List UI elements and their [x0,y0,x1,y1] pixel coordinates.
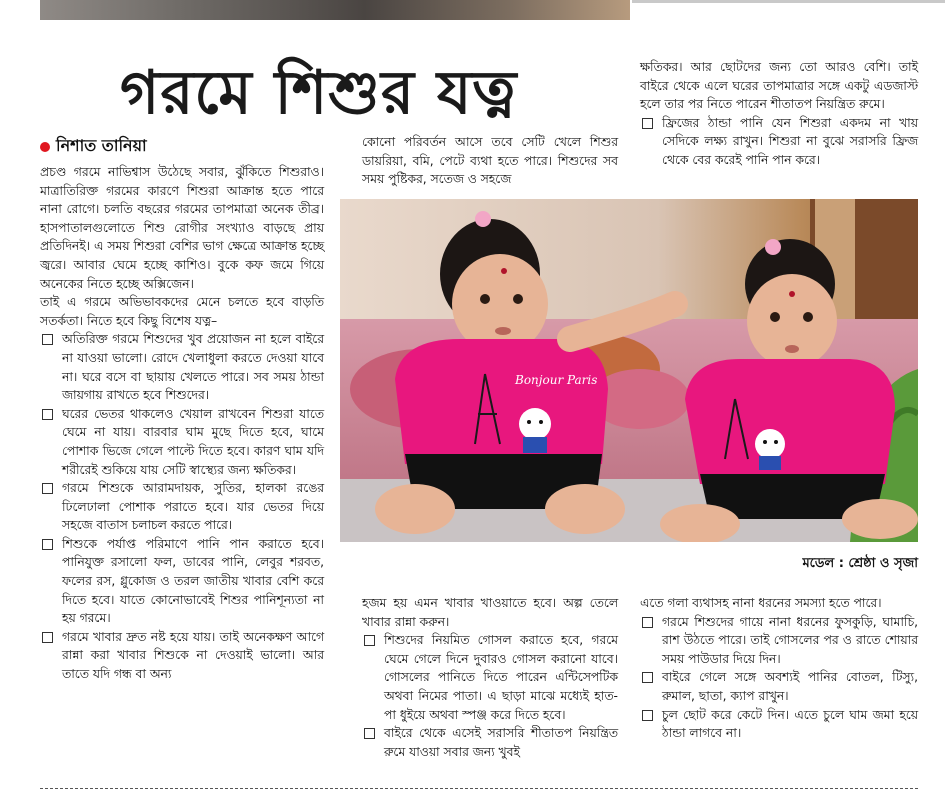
column-3-top [640,58,918,170]
list-item: গরমে শিশুদের গায়ে নানা ধরনের ফুসকুড়ি, ঘামাচি, রাশ উঠতে পারে। তাই গোসলের পর ও রাতে শোয়ার সময় পাউডার দিয়ে দিন। [640,613,918,669]
list-item: ফ্রিজের ঠান্ডা পানি যেন শিশুরা একদম না খায় সেদিকে লক্ষ্য রাখুন। শিশুরা না বুঝে সরাসরি ফ্রিজ থেকে বের করেই পানি পান করে। [640,114,918,170]
checkbox-bullet-icon [642,710,653,721]
tips-list [40,330,324,683]
checkbox-bullet-icon [42,409,53,420]
intro-paragraph: প্রচণ্ড গরমে নাভিশ্বাস উঠেছে সবার, ঝুঁকিতে শিশুরাও। মাত্রাতিরিক্ত গরমের কারণে শিশুরা আক্রান্ত হতে পারে নানা রোগে। চলতি বছরের গরমের তাপমাত্রা অনেক তীব্র। হাসপাতালগুলোতে শিশু রোগীর সংখ্যাও বাড়ছে প্রায় প্রতিদিনই। এ সময় শিশুরা বেশির ভাগ ক্ষেত্রে আক্রান্ত হচ্ছে জ্বরে। আবার ঘেমে হচ্ছে কাশিও। বুকে কফ জমে গিয়ে অনেকের নিতে হচ্ছে অক্সিজেন। [40,165,324,291]
twins-photo-illustration [340,199,918,542]
checkbox-bullet-icon [42,483,53,494]
list-item: অতিরিক্ত গরমে শিশুদের খুব প্রয়োজন না হলে বাইরে না যাওয়া ভালো। রোদে খেলাধুলা করতে দেওয়া যাবে না। ঘরে বসে বা ছায়ায় খেলতে পারে। সব সময় ঠান্ডা জায়গায় রাখতে হবে শিশুদের। [40,330,324,404]
checkbox-bullet-icon [364,635,375,646]
continued-paragraph: এতে গলা ব্যথাসহ নানা ধরনের সমস্যা হতে পারে। [640,596,882,610]
list-item: চুল ছোট করে কেটে দিন। এতে চুলে ঘাম জমা হয়ে ঠান্ডা লাগবে না। [640,706,918,743]
checkbox-bullet-icon [42,539,53,550]
list-item: গরমে শিশুকে আরামদায়ক, সুতির, হালকা রঙের ঢিলেঢালা পোশাক পরাতে হবে। যার ভেতর দিয়ে সহজে বাতাস চলাচল করতে পারে। [40,479,324,535]
column-1 [40,163,324,684]
checkbox-bullet-icon [642,118,653,129]
shirt-print-text: Bonjour Paris [515,373,598,387]
tips-list [640,114,918,170]
author-name: নিশাত তানিয়া [56,136,147,155]
photo-credit: মডেল : শ্রেষ্ঠা ও সৃজা [802,556,918,571]
column-3-bottom [640,594,918,743]
list-item: বাইরে থেকে এসেই সরাসরি শীতাতপ নিয়ন্ত্রিত রুমে যাওয়া সবার জন্য খুবই [362,724,618,761]
column-2-bottom [362,594,618,761]
article-photo [340,199,918,542]
top-rule [632,0,945,3]
checkbox-bullet-icon [364,728,375,739]
checkbox-bullet-icon [642,617,653,628]
list-item: গরমে খাবার দ্রুত নষ্ট হয়ে যায়। তাই অনেকক্ষণ আগে রান্না করা খাবার শিশুকে না দেওয়াই ভালো। আর তাতে যদি গন্ধ বা অন্য [40,628,324,684]
continued-paragraph: হজম হয় এমন খাবার খাওয়াতে হবে। অল্প তেলে খাবার রান্না করুন। [362,596,618,629]
tips-list [362,631,618,761]
author-byline [40,135,147,157]
bottom-dashed-rule [40,788,918,789]
checkbox-bullet-icon [42,334,53,345]
checkbox-bullet-icon [642,672,653,683]
top-photo-strip [40,0,630,20]
continued-paragraph: ক্ষতিকর। আর ছোটদের জন্য তো আরও বেশি। তাই বাইরে থেকে এলে ঘরের তাপমাত্রার সঙ্গে একটু এডজাস্ট হলে তার পর নিতে পারেন শীতাতপ নিয়ন্ত্রিত রুমে। [640,60,918,112]
author-bullet-icon [40,142,50,152]
list-item: বাইরে গেলে সঙ্গে অবশ্যই পানির বোতল, টিস্যু, রুমাল, ছাতা, ক্যাপ রাখুন। [640,668,918,705]
column-2-top [362,133,618,189]
intro-paragraph: তাই এ গরমে অভিভাবকদের মেনে চলতে হবে বাড়তি সতর্কতা। নিতে হবে কিছু বিশেষ যত্ন– [40,295,324,328]
article-title: গরমে শিশুর যত্ন [120,58,518,128]
tips-list [640,613,918,743]
continued-paragraph: কোনো পরিবর্তন আসে তবে সেটি খেলে শিশুর ডায়রিয়া, বমি, পেটে ব্যথা হতে পারে। শিশুদের সব সময় পুষ্টিকর, সতেজ ও সহজে [362,135,618,187]
list-item: শিশুদের নিয়মিত গোসল করাতে হবে, গরমে ঘেমে গেলে দিনে দুবারও গোসল করানো যাবে। গোসলের পানিতে দিতে পারেন এন্টিসেপটিক অথবা নিমের পাতা। এ ছাড়া মাঝে মধ্যেই হাত-পা ধুইয়ে অথবা স্পঞ্জ করে দিতে হবে। [362,631,618,724]
list-item: শিশুকে পর্যাপ্ত পরিমাণে পানি পান করাতে হবে। পানিযুক্ত রসালো ফল, ডাবের পানি, লেবুর শরবত, ফলের রস, গ্লুকোজ ও তরল জাতীয় খাবার বেশি করে দিতে হবে। যাতে কোনোভাবেই শিশুর পানিশূন্যতা না হয় গরমে। [40,535,324,628]
checkbox-bullet-icon [42,632,53,643]
list-item: ঘরের ভেতর থাকলেও খেয়াল রাখবেন শিশুরা যাতে ঘেমে না যায়। বারবার ঘাম মুছে দিতে হবে, ঘামে পোশাক ভিজে গেলে পাল্টে দিতে হবে। কারণ ঘাম যদি শরীরেই শুকিয়ে যায় সেটি স্বাস্থ্যের জন্য ক্ষতিকর। [40,405,324,479]
